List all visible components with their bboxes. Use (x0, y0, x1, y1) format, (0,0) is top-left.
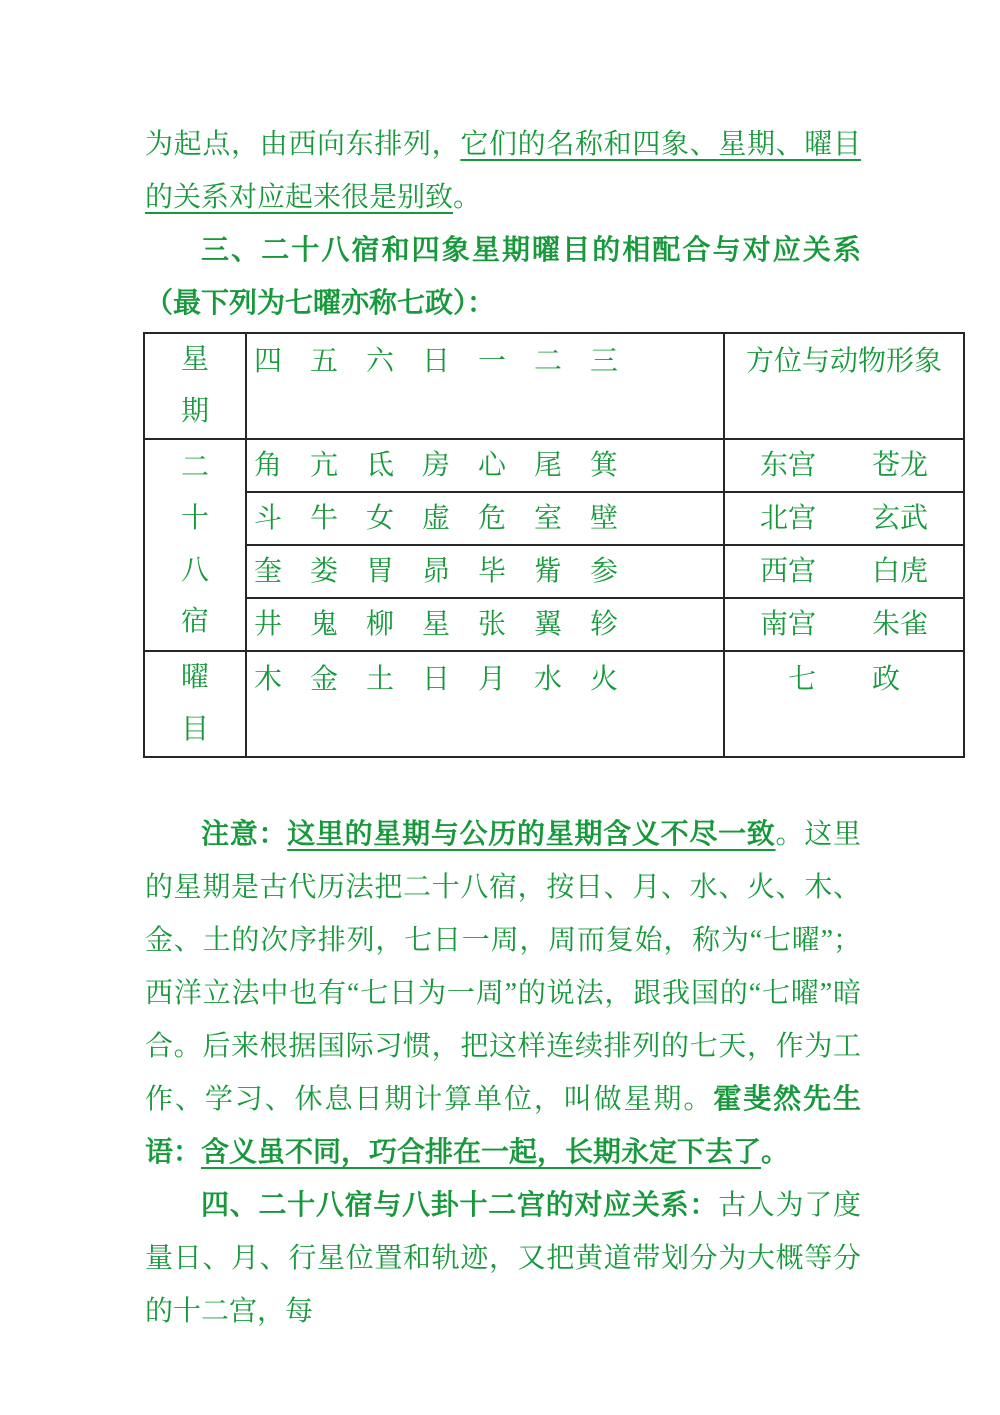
intro-period: 。 (453, 182, 482, 213)
intro-paragraph (145, 118, 861, 224)
mansion-row-east (144, 439, 964, 492)
week-label-char-2: 期 (180, 396, 209, 427)
mansions-label-cell (144, 439, 246, 651)
intro-underlined-text: 它们的名称和四象、星期、曜目的关系对应起来很是别致 (145, 129, 861, 213)
section4-body-text: 古人为了度量日、月、行星位置和轨迹，又把黄道带划分为大概等分的十二宫，每 (145, 1190, 861, 1327)
mansions-label-char-1: 二 (180, 451, 209, 483)
note-body-text: 。这里的星期是古代历法把二十八宿，按日、月、水、火、木、金、土的次序排列，七日一周，周而复始，称为“七曜”；西洋立法中也有“七日为一周”的说法，跟我国的“七曜”暗合。后来根据国际习惯，把这样连续排列的七天，作为工作、学习、休息日期计算单位，叫做星期。 (145, 819, 861, 1115)
mansion-row-north (144, 492, 964, 545)
south-stars-cell: 井 鬼 柳 星 张 翼 轸 (246, 598, 724, 651)
north-palace-cell: 北宫 玄武 (724, 492, 964, 545)
section4-paragraph (145, 1179, 861, 1338)
document-page (145, 118, 942, 1338)
mansion-row-west (144, 545, 964, 598)
week-label-char-1: 星 (180, 344, 209, 375)
note-end-period: 。 (761, 1137, 790, 1168)
section3-heading: 三、二十八宿和四象星期曜目的相配合与对应关系（最下列为七曜亦称七政）： (145, 235, 861, 319)
section4-heading: 四、二十八宿与八卦十二宫的对应关系： (201, 1190, 719, 1221)
yao-label-cell (144, 651, 246, 757)
table-header-row (144, 333, 964, 439)
note-paragraph (145, 808, 861, 1179)
south-palace-cell: 南宫 朱雀 (724, 598, 964, 651)
mansions-label-char-4: 宿 (180, 606, 209, 638)
yao-row (144, 651, 964, 757)
yao-label-char-1: 曜 (180, 662, 209, 693)
week-label-cell (144, 333, 246, 439)
note-underlined-text: 这里的星期与公历的星期含义不尽一致 (287, 819, 776, 850)
weekdays-cell: 四 五 六 日 一 二 三 (246, 333, 724, 439)
mansions-label-char-3: 八 (180, 554, 209, 586)
west-palace-cell: 西宫 白虎 (724, 545, 964, 598)
mansion-row-south (144, 598, 964, 651)
west-stars-cell: 奎 娄 胃 昴 毕 觜 参 (246, 545, 724, 598)
north-stars-cell: 斗 牛 女 虚 危 室 壁 (246, 492, 724, 545)
intro-text: 为起点，由西向东排列， (145, 129, 461, 160)
mansions-label-char-2: 十 (180, 503, 209, 535)
seven-gov-cell: 七 政 (724, 651, 964, 757)
yao-label-char-2: 目 (180, 714, 209, 745)
note-speaker: 霍斐然先生语： (145, 1084, 861, 1168)
yao-stars-cell: 木 金 土 日 月 水 火 (246, 651, 724, 757)
east-stars-cell: 角 亢 氐 房 心 尾 箕 (246, 439, 724, 492)
mansions-table (143, 332, 965, 758)
note-label: 注意： (201, 819, 288, 850)
east-palace-cell: 东宫 苍龙 (724, 439, 964, 492)
mansions-label-stack (145, 442, 245, 648)
note-quote-underlined: 含义虽不同，巧合排在一起，长期永定下去了 (201, 1137, 762, 1168)
direction-header-cell: 方位与动物形象 (724, 333, 964, 439)
